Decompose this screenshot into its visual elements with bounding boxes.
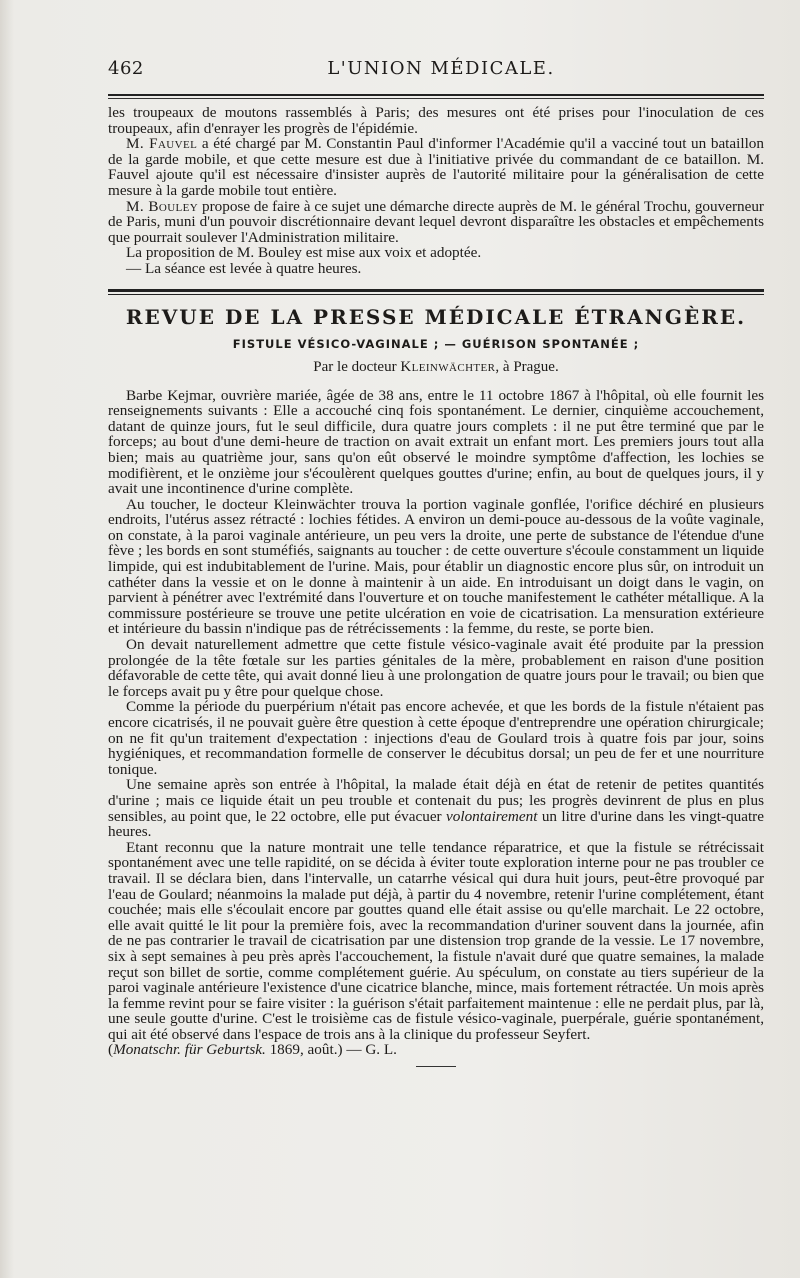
running-head (108, 58, 764, 92)
progress-italic: volontairement (446, 807, 538, 825)
byline-prefix: Par le docteur (313, 358, 401, 375)
byline-suffix: , à Prague. (495, 358, 559, 375)
citation-rest: 1869, août.) — G. L. (265, 1041, 397, 1059)
section-rule-thin (108, 294, 764, 295)
header-rule-thin (108, 98, 764, 99)
citation-journal: Monatschr. für Geburtsk. (113, 1041, 266, 1059)
paragraph-troupeaux: les troupeaux de moutons rassemblés à Paris; des mesures ont été prises pour l'inoculation de ces troupeaux, afin d'enrayer les progrès de l'épidémie. (108, 104, 764, 137)
paragraph-seance-levee: — La séance est levée à quatre heures. (126, 259, 362, 277)
paragraph-outcome: Etant reconnu que la nature montrait une telle tendance réparatrice, et que la fistule se rétrécissait spontanément avec une telle rapidité, on se décida à éviter toute exploration interne pour ne pas troubler ce travail. Il se déclara bien, dans l'intervalle, un catarrhe vésical qui dura huit jours, peut-être provoqué par l'eau de Goulard; néanmoins la malade put déjà, à partir du 4 novembre, retenir l'urine complétement, étant couchée; mais elle s'écoulait encore par gouttes quand elle était assise ou qu'elle marchait. Le 22 octobre, elle avait quitté le lit pour la première fois, avec la recommandation d'uriner souvent dans la journée, afin de ne pas contrarier le travail de cicatrisation par une distension trop grande de la vessie. Le 17 novembre, six à sept semaines à peu près après l'accouchement, la fistule n'avait duré que quatre semaines, la malade reçut son billet de sortie, comme complétement guérie. Au spéculum, on constate au tiers supérieur de la paroi vaginale antérieure l'existence d'une cicatrice blanche, mince, mais fortement rétractée. Un mois après la femme revint pour se faire visiter : la guérison s'était parfaitement maintenue : elle ne perdait plus, par là, une seule goutte d'urine. C'est le troisième cas de fistule vésico-vaginale, puerpérale, guérie spontanément, qui ait été observé dans l'espace de trois ans à la clinique du professeur Seyfert. (108, 838, 764, 1043)
paragraph-treatment: Comme la période du puerpérium n'était pas encore achevée, et que les bords de la fistule n'étaient pas encore cicatrisés, il ne pouvait guère être question à cette époque d'entreprendre une opération chirurgicale; on ne fit qu'un traitement d'expectation : injections d'eau de Goulard trois à quatre fois par jour, soins hygiéniques, et recommandation formelle de conserver le décubitus dorsal; un peu de fer et une nourriture tonique. (108, 698, 764, 778)
progress-text-after: un litre d'urine dans les vingt-quatre heures. (108, 807, 764, 841)
paragraph-bouley (108, 199, 764, 246)
article-title: FISTULE VÉSICO-VAGINALE ; — GUÉRISON SPONTANÉE ; (232, 336, 640, 351)
end-rule (416, 1066, 456, 1067)
paragraph-fauvel (108, 136, 764, 198)
section-title: REVUE DE LA PRESSE MÉDICALE ÉTRANGÈRE. (125, 304, 747, 329)
page-content (108, 58, 764, 1067)
paragraph-etiology: On devait naturellement admettre que cette fistule vésico-vaginale avait été produite par la pression prolongée de la tête fœtale sur les parties génitales de la mère, probablement en raison d'une position défavorable de cette tête, qui avait donné lieu à une prolongation de quatre jours pour le travail; ou bien que le forceps avait pu y être pour quelque chose. (108, 636, 764, 700)
byline-author: Kleinwächter (400, 358, 496, 375)
running-title: L'UNION MÉDICALE. (327, 58, 555, 79)
fauvel-text: a été chargé par M. Constantin Paul d'informer l'Académie qu'il a vacciné tout un bataillon de la garde mobile, et que cette mesure est due à l'initiative privée du commandant de ce bataillon. M. Fauvel ajoute qu'il est nécessaire d'insister auprès de l'autorité militaire pour la généralisation de cette mesure à la garde mobile tout entière. (108, 135, 764, 199)
page-number: 462 (108, 58, 144, 79)
citation-open: ( (108, 1041, 114, 1059)
citation (108, 1042, 764, 1058)
paragraph-progress (108, 777, 764, 839)
byline (108, 359, 764, 376)
paragraph-examination: Au toucher, le docteur Kleinwächter trouva la portion vaginale gonflée, l'orifice déchiré en plusieurs endroits, l'utérus assez rétracté : lochies fétides. A environ un demi-pouce au-dessous de la voûte vaginale, on constate, à la paroi vaginale antérieure, un peu vers la droite, une perte de substance de l'étendue d'une fève ; les bords en sont stuméfiés, saignants au toucher : de cette ouverture s'écoule constamment un liquide limpide, qui est indubitablement de l'urine. Mais, pour établir un diagnostic encore plus sûr, on introduit un cathéter dans la vessie et on le donne à maintenir à un aide. En introduisant un doigt dans le vagin, on parvient à pénétrer avec l'extrémité dans l'ouverture et on touche manifestement le cathéter métallique. A la commissure postérieure se trouve une petite ulcération en voie de cicatrisation. La mensuration extérieure et intérieure du bassin n'indique pas de rétrécissements : la femme, du reste, se porte bien. (108, 495, 764, 638)
speaker-fauvel: M. Fauvel (126, 135, 198, 153)
progress-text-before: Une semaine après son entrée à l'hôpital, la malade était déjà en état de retenir de petites quantités d'urine ; mais ce liquide était un peu trouble et contenait du pus; les progrès devinrent de plus en plus sensibles, au point que, le 22 octobre, elle put évacuer (108, 776, 764, 825)
paragraph-adoption: La proposition de M. Bouley est mise aux voix et adoptée. (126, 244, 482, 262)
bouley-text: propose de faire à ce sujet une démarche directe auprès de M. le général Trochu, gouverneur de Paris, muni d'un pouvoir discrétionnaire devant lequel devront disparaître les obstacles et empêchements que pourrait soulever l'Administration militaire. (108, 197, 764, 246)
speaker-bouley: M. Bouley (126, 197, 199, 215)
paragraph-case-history: Barbe Kejmar, ouvrière mariée, âgée de 38 ans, entre le 11 octobre 1867 à l'hôpital, où elle fournit les renseignements suivants : Elle a accouché cinq fois spontanément. Le dernier, cinquième accouchement, datant de quinze jours, fut le seul difficile, dura quatre jours complets : il ne put être terminé que par le forceps; au bout d'une demi-heure de traction on avait extrait un enfant mort. Les premiers jours tout alla bien; mais au quatrième jour, sans qu'on eût observé le moindre symptôme d'affection, les lochies se modifièrent, et le onzième jour s'écoulèrent quelques gouttes d'urine; enfin, au bout de quelques jours, il y avait une incontinence d'urine complète. (108, 386, 764, 498)
header-rule (108, 94, 764, 96)
section-rule (108, 289, 764, 292)
